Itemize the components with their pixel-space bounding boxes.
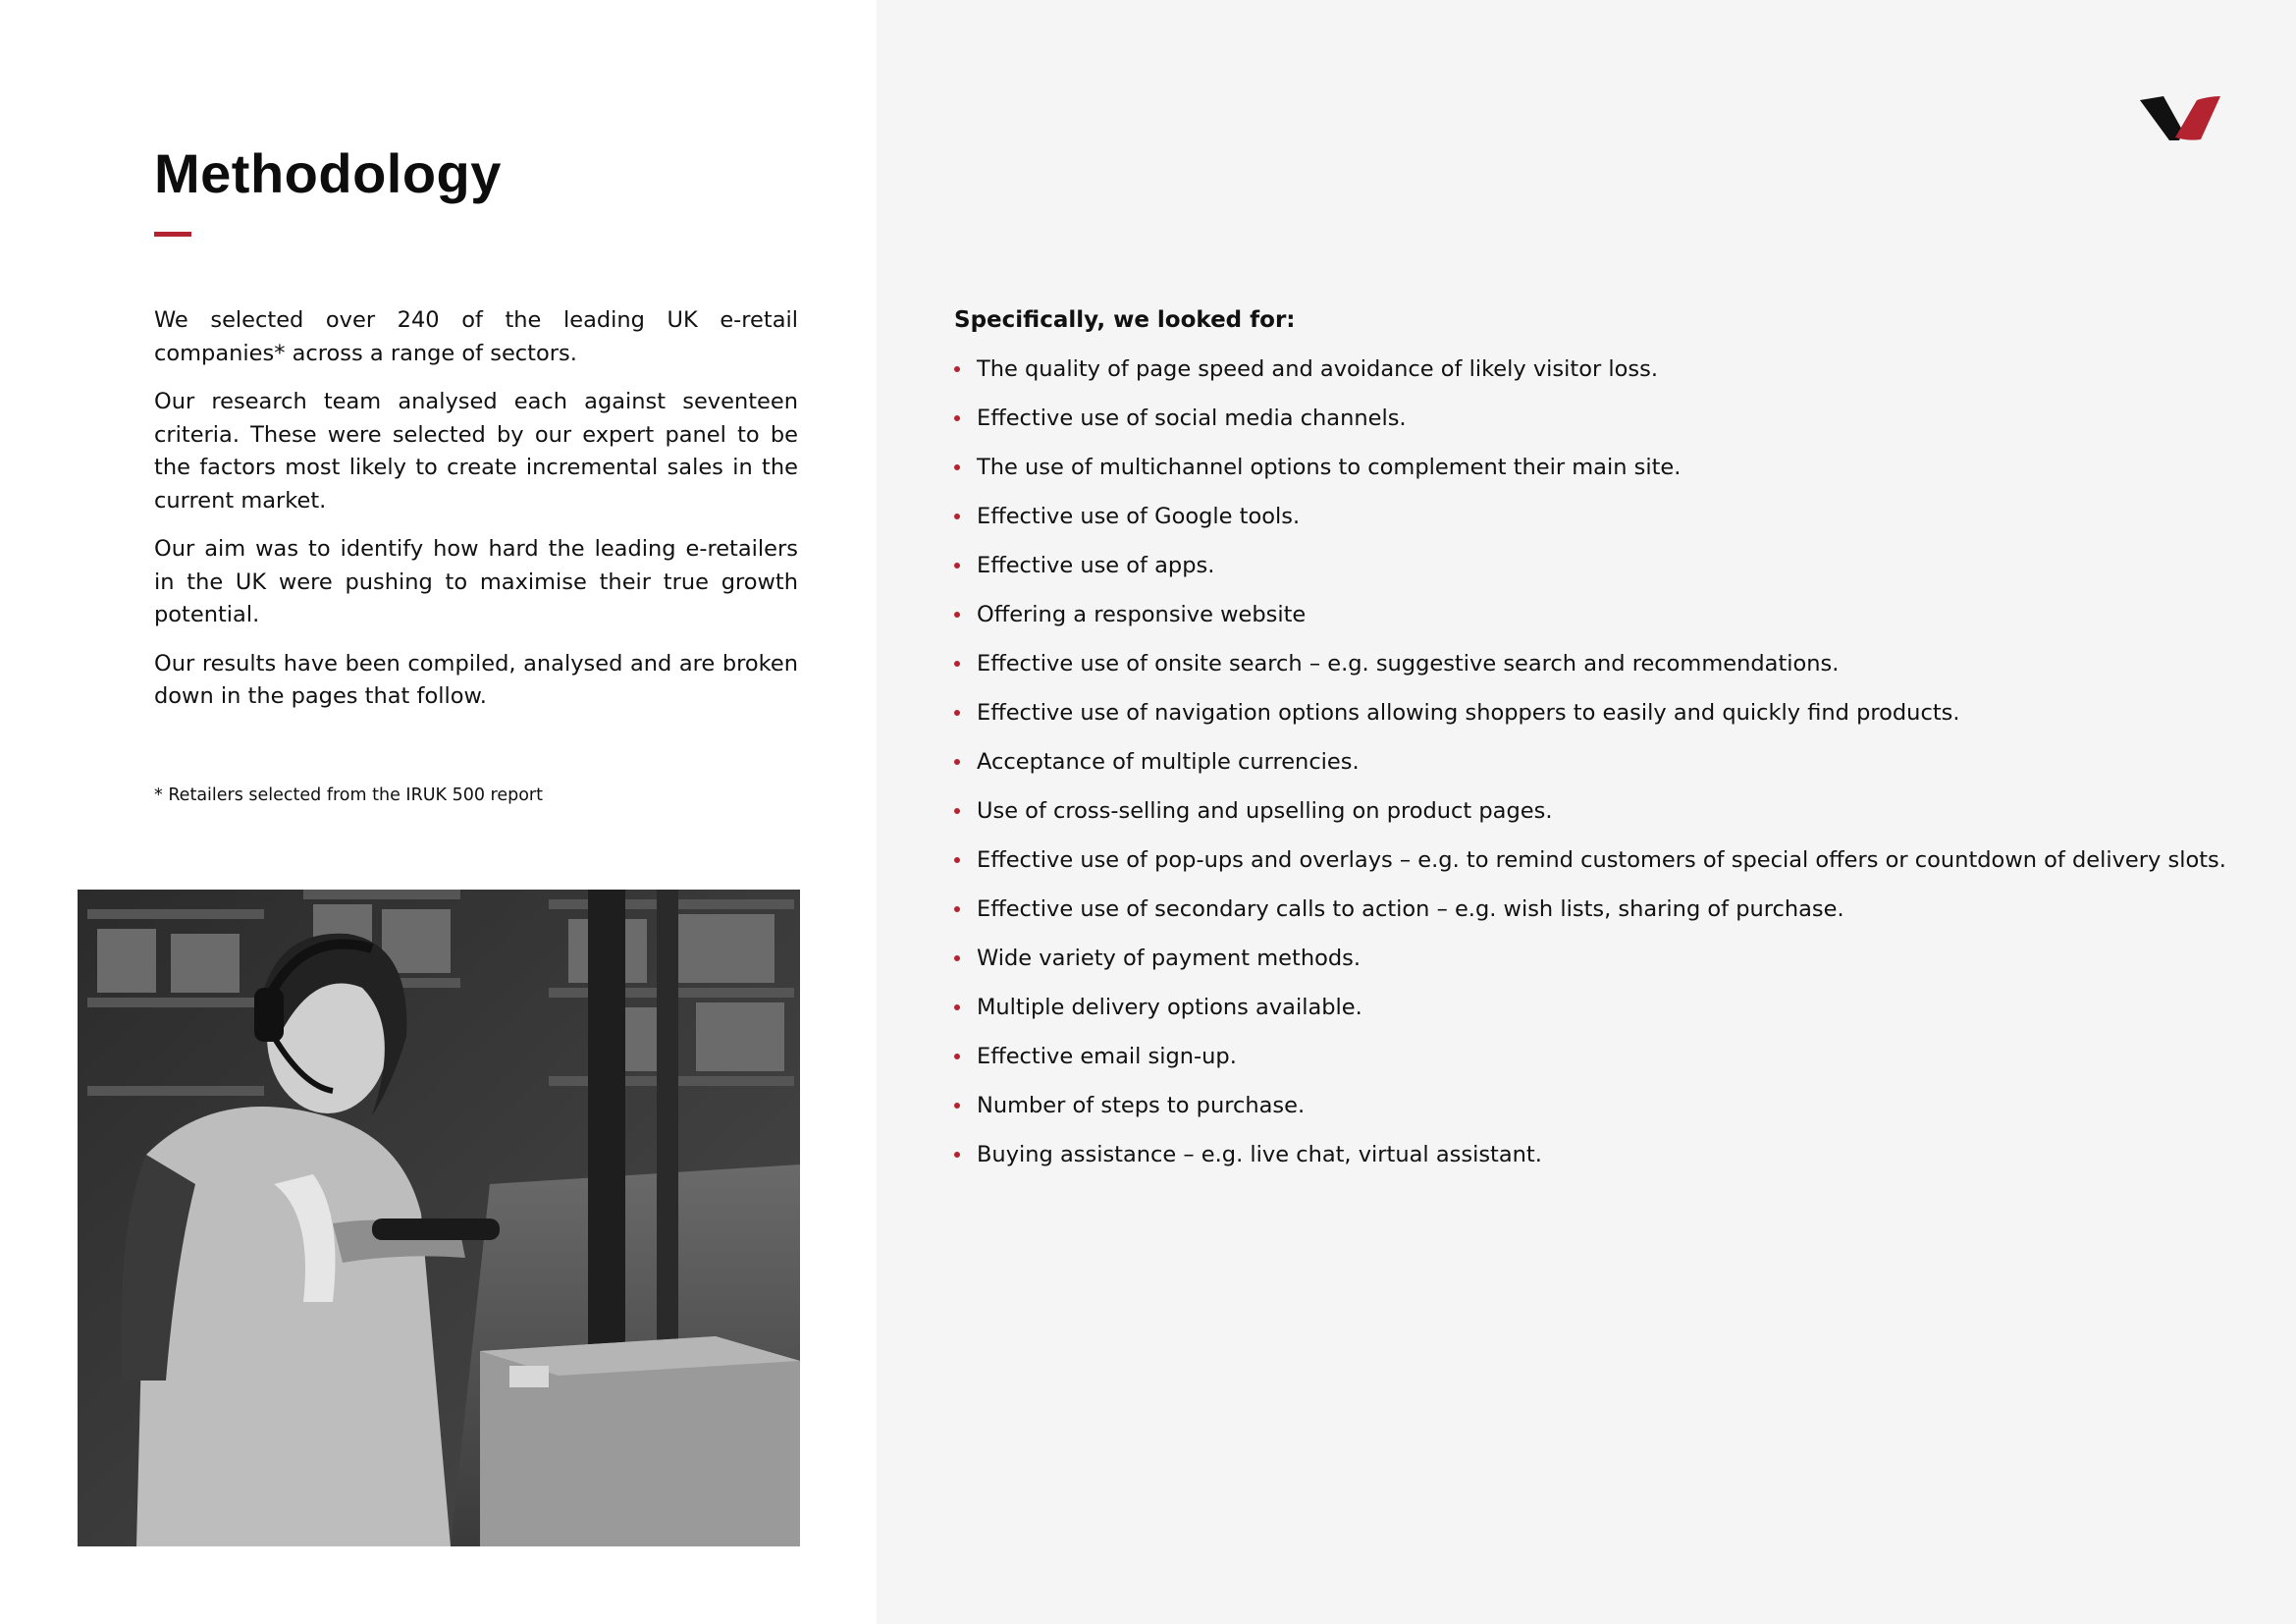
list-item [954,840,2226,890]
list-item-text: Use of cross-selling and upselling on product pages. [977,798,1553,824]
list-item-text: Effective use of pop-ups and overlays – e.g. to remind customers of special offers or countdown of delivery slots. [977,847,2226,873]
bullet-icon [954,1054,960,1059]
list-item [954,988,2220,1037]
footnote: * Retailers selected from the IRUK 500 report [154,785,543,805]
list-item [954,890,2220,939]
brand-v-logo-icon [2140,94,2220,141]
list-item-text: Effective use of apps. [977,553,1215,578]
page-title: Methodology [154,142,502,204]
criteria-heading: Specifically, we looked for: [954,307,1296,333]
list-item-text: Effective use of secondary calls to action – e.g. wish lists, sharing of purchase. [977,896,1844,922]
list-item [954,1086,2220,1135]
criteria-list [954,350,2226,1184]
list-item-text: The use of multichannel options to complement their main site. [977,455,1682,480]
list-item [954,595,2220,644]
list-item-text: Offering a responsive website [977,602,1307,627]
list-item-text: Effective use of social media channels. [977,406,1407,431]
list-item [954,742,2220,791]
logo-mark [2140,94,2220,141]
bullet-icon [954,857,960,863]
list-item-text: Multiple delivery options available. [977,995,1362,1020]
bullet-icon [954,1103,960,1109]
bullet-icon [954,464,960,470]
list-item-text: Effective email sign-up. [977,1044,1237,1069]
list-item [954,644,2220,693]
list-item [954,1135,2220,1184]
list-item [954,399,2220,448]
bullet-icon [954,808,960,814]
bullet-icon [954,366,960,372]
list-item-text: Effective use of Google tools. [977,504,1301,529]
list-item-text: Effective use of navigation options allowing shoppers to easily and quickly find products. [977,700,1960,726]
list-item-text: Wide variety of payment methods. [977,946,1362,971]
list-item [954,546,2220,595]
list-item [954,693,2220,742]
warehouse-worker-photo [78,890,800,1546]
list-item [954,939,2220,988]
list-item-text: Acceptance of multiple currencies. [977,749,1360,775]
intro-text [154,304,798,730]
intro-paragraph: Our research team analysed each against seventeen criteria. These were selected by our expert panel to be the factors most likely to create incremental sales in the current market. [154,389,798,514]
bullet-icon [954,906,960,912]
list-item-text: The quality of page speed and avoidance of likely visitor loss. [977,356,1659,382]
list-item [954,1037,2220,1086]
list-item-text: Buying assistance – e.g. live chat, virtual assistant. [977,1142,1542,1167]
list-item [954,497,2220,546]
bullet-icon [954,955,960,961]
photo-illustration [78,890,800,1546]
intro-paragraph: Our results have been compiled, analysed and are broken down in the pages that follow. [154,650,798,709]
list-item-text: Number of steps to purchase. [977,1093,1306,1118]
bullet-icon [954,661,960,667]
title-underline [154,232,191,237]
bullet-icon [954,1152,960,1158]
intro-paragraph: We selected over 240 of the leading UK e-retail companies* across a range of sectors. [154,307,798,366]
bullet-icon [954,514,960,519]
intro-paragraph: Our aim was to identify how hard the leading e-retailers in the UK were pushing to maximise their true growth potential. [154,536,798,627]
list-item [954,350,2220,399]
list-item-text: Effective use of onsite search – e.g. suggestive search and recommendations. [977,651,1840,677]
list-item [954,791,2220,840]
bullet-icon [954,1004,960,1010]
bullet-icon [954,563,960,568]
bullet-icon [954,415,960,421]
bullet-icon [954,612,960,618]
list-item [954,448,2220,497]
bullet-icon [954,710,960,716]
bullet-icon [954,759,960,765]
